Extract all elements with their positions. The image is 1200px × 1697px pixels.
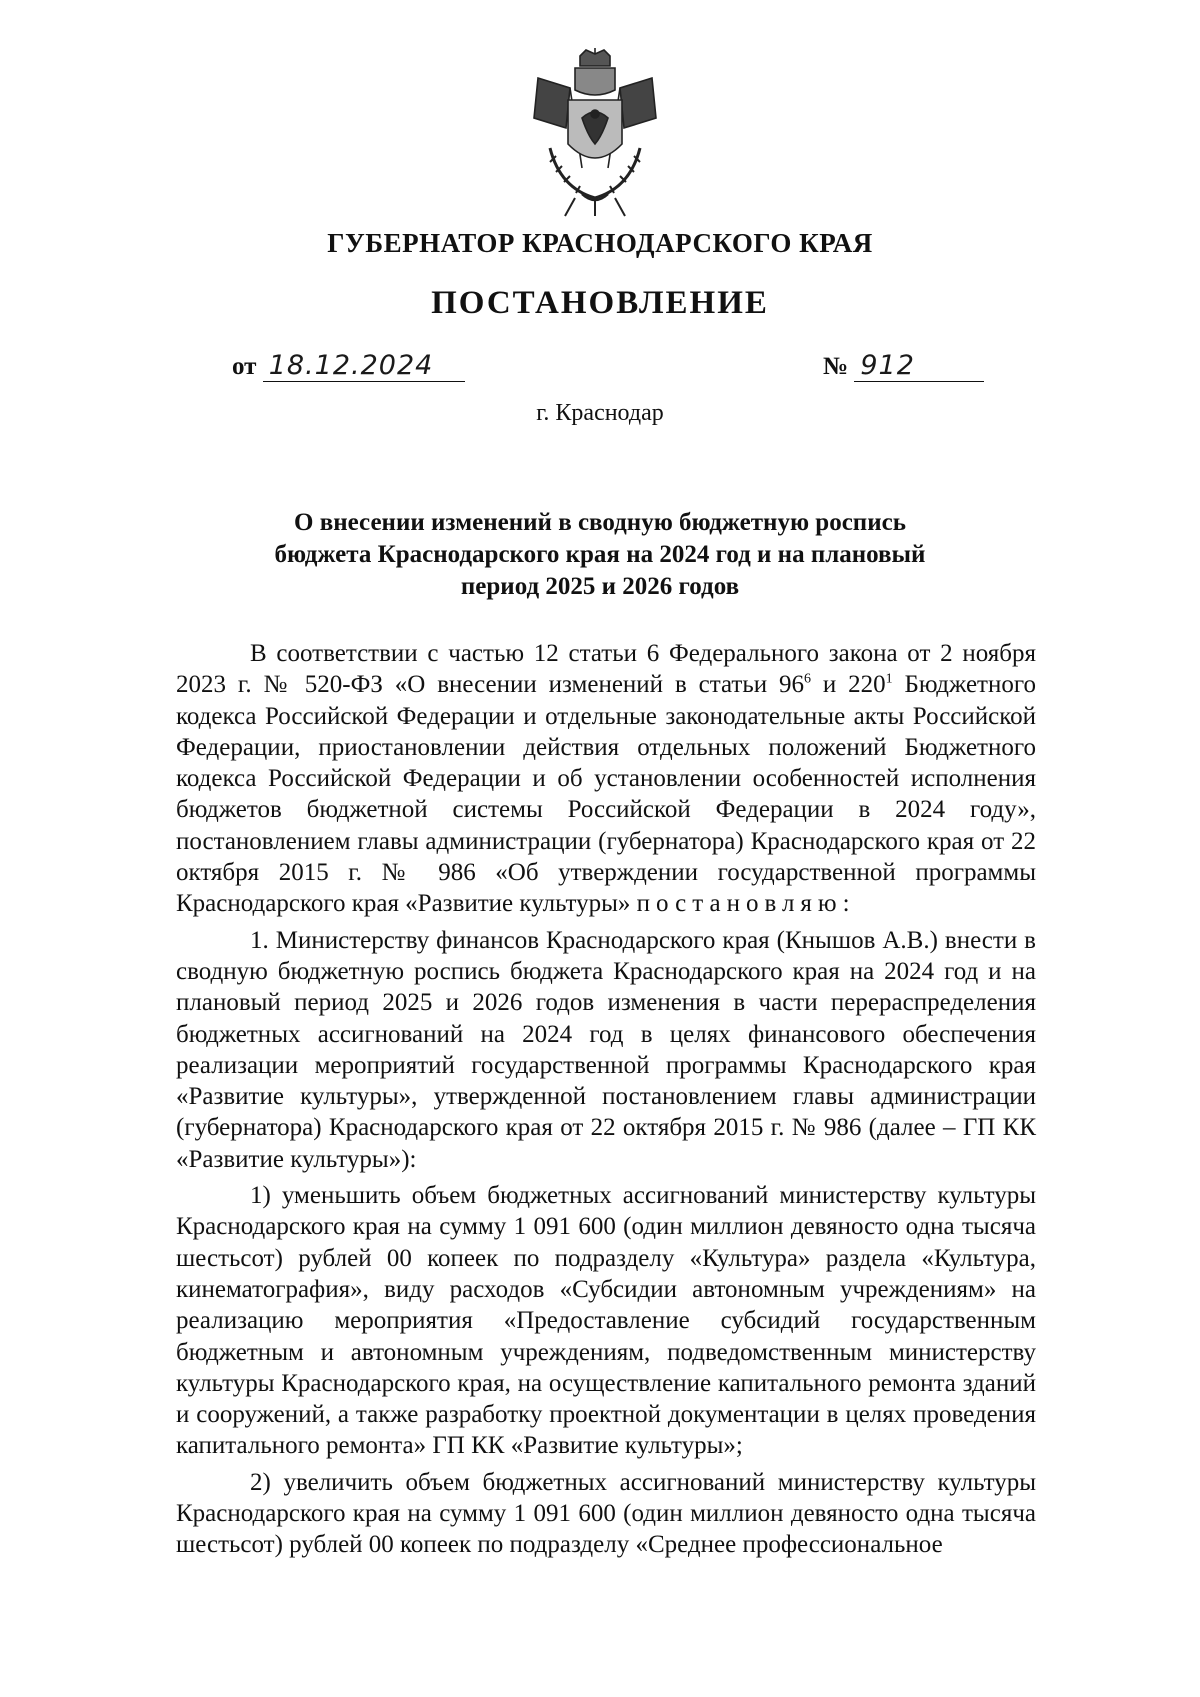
handwritten-number: 912	[854, 350, 984, 382]
coat-of-arms-emblem	[520, 48, 670, 218]
paragraph-preamble: В соответствии с частью 12 статьи 6 Федерального закона от 2 ноября 2023 г. № 520-ФЗ «О внесении изменений в статьи $96^6$ и $220^1$ Бюджетного кодекса Российской Федерации и отдельные законодательные акты Российской Федерации, приостановлении действия отдельных положений Бюджетного кодекса Российской Федерации и об установлении особенностей исполнения бюджетов бюджетной системы Российской Федерации в 2024 году», постановлением главы администрации (губернатора) Краснодарского края от 22 октября 2015 г. № 986 «Об утверждении государственной программы Краснодарского края «Развитие культуры» постановляю:	[176, 640, 1036, 918]
document-type: ПОСТАНОВЛЕНИЕ	[431, 285, 769, 321]
city-name: г. Краснодар	[536, 400, 664, 426]
paragraph-subitem-1: 1) уменьшить объем бюджетных ассигнований министерству культуры Краснодарского края на сумму 1 091 600 (один миллион девяносто одна тысяча шестьсот) рублей 00 копеек по подразделу «Культура» раздела «Культура, кинематография», виду расходов «Субсидии автономным учреждениям» на реализацию мероприятия «Предоставление субсидий государственным бюджетным и автономным учреждениям, подведомственным министерству культуры Краснодарского края, на осуществление капитального ремонта зданий и сооружений, а также разработку проектной документации в целях проведения капитального ремонта» ГП КК «Развитие культуры»;	[176, 1182, 1036, 1460]
paragraph-item-1: 1. Министерству финансов Краснодарского края (Кнышов А.В.) внести в сводную бюджетную роспись бюджета Краснодарского края на 2024 год и на плановый период 2025 и 2026 годов изменения в части перераспределения бюджетных ассигнований на 2024 год в целях финансового обеспечения реализации мероприятий государственной программы Краснодарского края «Развитие культуры», утвержденной постановлением главы администрации (губернатора) Краснодарского края от 22 октября 2015 г. № 986 (далее – ГП КК «Развитие культуры»):	[176, 926, 1036, 1173]
number-line	[823, 350, 984, 382]
number-prefix: №	[823, 353, 849, 380]
document-body	[176, 638, 1036, 1566]
issuing-authority: ГУБЕРНАТОР КРАСНОДАРСКОГО КРАЯ	[327, 228, 873, 258]
resolve-word: постановляю:	[636, 890, 856, 918]
date-line	[232, 350, 465, 382]
title-line: О внесении изменений в сводную бюджетную роспись	[294, 509, 906, 536]
handwritten-date: 18.12.2024	[263, 350, 465, 382]
title-line: бюджета Краснодарского края на 2024 год и на плановый	[274, 541, 926, 568]
title-line: период 2025 и 2026 годов	[460, 573, 740, 600]
paragraph-subitem-2: 2) увеличить объем бюджетных ассигнований министерству культуры Краснодарского края на сумму 1 091 600 (один миллион девяносто одна тысяча шестьсот) рублей 00 копеек по подразделу «Среднее профессиональное	[176, 1468, 1036, 1559]
date-prefix: от	[232, 353, 257, 380]
document-title	[210, 507, 990, 603]
